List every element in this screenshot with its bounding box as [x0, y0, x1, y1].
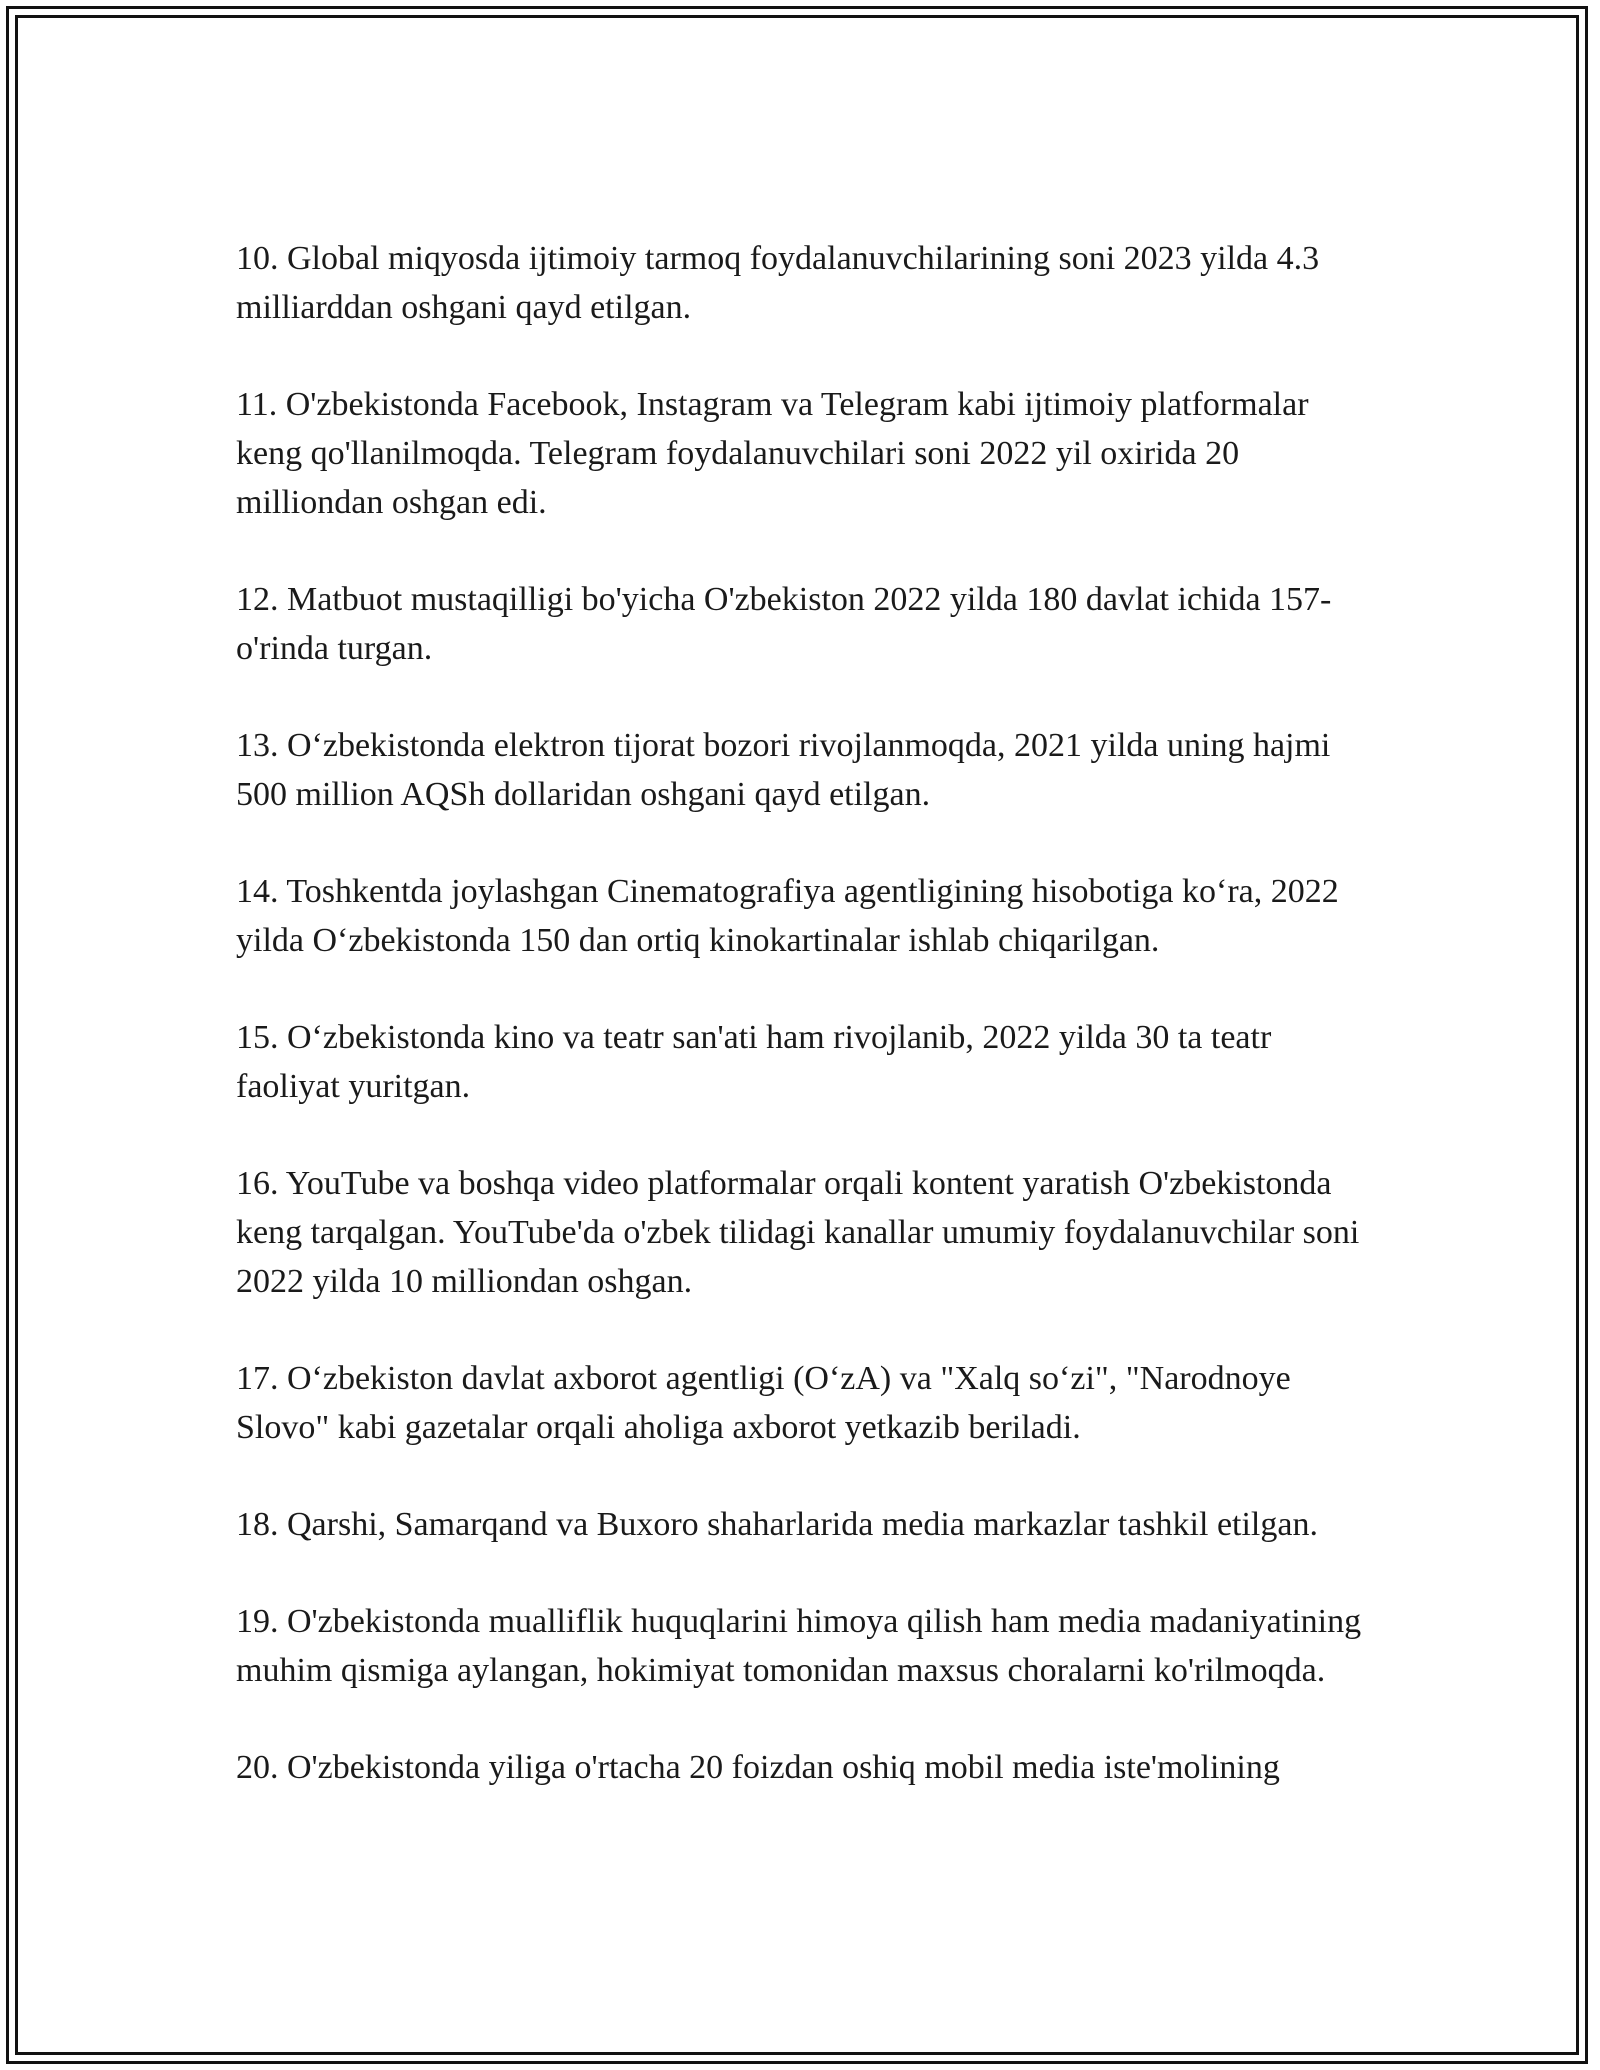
list-item-18: 18. Qarshi, Samarqand va Buxoro shaharlarida media markazlar tashkil etilgan.: [236, 1506, 1318, 1543]
list-item-10: 10. Global miqyosda ijtimoiy tarmoq foydalanuvchilarining soni 2023 yilda 4.3 milliarddan oshgani qayd etilgan.: [236, 240, 1320, 326]
list-item-20: 20. O'zbekistonda yiliga o'rtacha 20 foizdan oshiq mobil media iste'molining: [236, 1749, 1280, 1786]
list-item-19: 19. O'zbekistonda mualliflik huquqlarini himoya qilish ham media madaniyatining muhim qismiga aylangan, hokimiyat tomonidan maxsus choralarni ko'rilmoqda.: [236, 1603, 1362, 1689]
list-item-11: 11. O'zbekistonda Facebook, Instagram va Telegram kabi ijtimoiy platformalar keng qo'llanilmoqda. Telegram foydalanuvchilari soni 2022 yil oxirida 20 milliondan oshgan edi.: [236, 386, 1309, 521]
list-item-15: 15. O‘zbekistonda kino va teatr san'ati ham rivojlanib, 2022 yilda 30 ta teatr faoliyat yuritgan.: [236, 1019, 1272, 1105]
list-item-17: 17. O‘zbekiston davlat axborot agentligi (O‘zA) va "Xalq so‘zi", "Narodnoye Slovo" kabi gazetalar orqali aholiga axborot yetkazib beriladi.: [236, 1360, 1291, 1446]
document-body: [236, 234, 1376, 1792]
list-item-12: 12. Matbuot mustaqilligi bo'yicha O'zbekiston 2022 yilda 180 davlat ichida 157-o'rinda turgan.: [236, 581, 1332, 667]
list-item-14: 14. Toshkentda joylashgan Cinematografiya agentligining hisobotiga ko‘ra, 2022 yilda O‘zbekistonda 150 dan ortiq kinokartinalar ishlab chiqarilgan.: [236, 873, 1339, 959]
list-item-13: 13. O‘zbekistonda elektron tijorat bozori rivojlanmoqda, 2021 yilda uning hajmi 500 million AQSh dollaridan oshgani qayd etilgan.: [236, 727, 1331, 813]
list-item-16: 16. YouTube va boshqa video platformalar orqali kontent yaratish O'zbekistonda keng tarqalgan. YouTube'da o'zbek tilidagi kanallar umumiy foydalanuvchilar soni 2022 yilda 10 milliondan oshgan.: [236, 1165, 1360, 1300]
